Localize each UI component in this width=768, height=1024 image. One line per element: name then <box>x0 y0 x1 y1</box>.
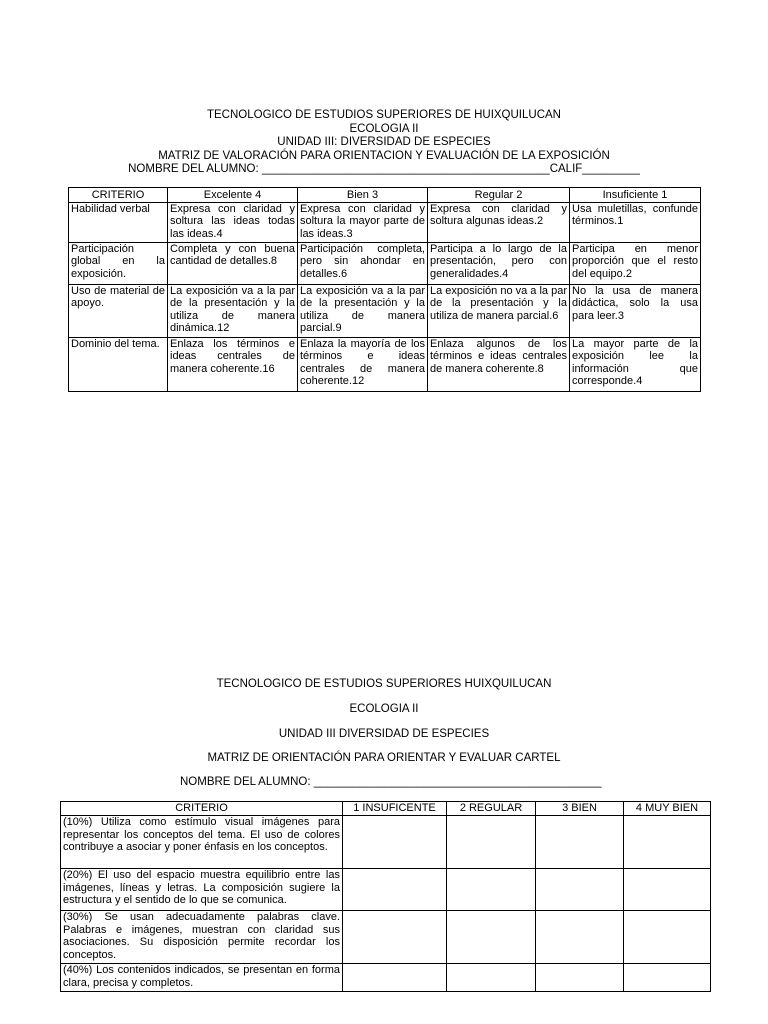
table-cell: La exposición va a la par de la presentación y la utiliza de manera dinámica.12 <box>168 284 298 337</box>
poster-rubric-table <box>60 801 711 992</box>
criterion-cell: Habilidad verbal <box>69 202 168 242</box>
header-cell: 1 INSUFICENTE <box>343 802 447 816</box>
table-cell: Expresa con claridad y soltura algunas ideas.2 <box>428 202 570 242</box>
criterion-cell: Uso de material de apoyo. <box>69 284 168 337</box>
header-cell: CRITERIO <box>61 802 343 816</box>
criterion-cell: Dominio del tema. <box>69 337 168 391</box>
table-cell: Enlaza la mayoría de los términos e ideas centrales de manera coherente.12 <box>298 337 428 391</box>
empty-score-cell <box>536 816 624 869</box>
empty-score-cell <box>624 964 711 992</box>
table-row <box>61 816 711 869</box>
empty-score-cell <box>447 964 536 992</box>
table-cell: Usa muletillas, confunde términos.1 <box>570 202 701 242</box>
header-cell: Bien 3 <box>298 188 428 203</box>
header-cell: Excelente 4 <box>168 188 298 203</box>
subject-name: ECOLOGIA II <box>349 122 419 135</box>
empty-score-cell <box>447 911 536 964</box>
table-cell: La exposición va a la par de la presentación y la utiliza de manera parcial.9 <box>298 284 428 337</box>
unit-title-2: UNIDAD III DIVERSIDAD DE ESPECIES <box>278 728 490 740</box>
header-cell: CRITERIO <box>69 188 168 203</box>
empty-score-cell <box>624 911 711 964</box>
table-cell: Enlaza los términos e ideas centrales de manera coherente.16 <box>168 337 298 391</box>
matrix-title-2: MATRIZ DE ORIENTACIÓN PARA ORIENTAR Y EVALUAR CARTEL <box>207 752 561 764</box>
table-cell: La exposición no va a la par de la presentación y la utiliza de manera parcial.6 <box>428 284 570 337</box>
empty-score-cell <box>447 869 536 911</box>
table-row <box>61 964 711 992</box>
table-row <box>61 911 711 964</box>
school-name-2: TECNOLOGICO DE ESTUDIOS SUPERIORES HUIXQUILUCAN <box>216 678 552 690</box>
table-header-row <box>69 188 701 203</box>
table-row <box>69 284 701 337</box>
unit-title: UNIDAD III: DIVERSIDAD DE ESPECIES <box>277 136 491 148</box>
header-cell: 2 REGULAR <box>447 802 536 816</box>
empty-score-cell <box>447 816 536 869</box>
criterion-cell: (10%) Utiliza como estímulo visual imágenes para representar los conceptos del tema. El uso de colores contribuye a asociar y poner énfasis en los conceptos. <box>61 816 343 869</box>
matrix-title: MATRIZ DE VALORACIÓN PARA ORIENTACION Y EVALUACIÓN DE LA EXPOSICIÓN <box>158 149 610 162</box>
table-cell: Enlaza algunos de los términos e ideas centrales de manera coherente.8 <box>428 337 570 391</box>
empty-score-cell <box>624 816 711 869</box>
empty-score-cell <box>343 816 447 869</box>
criterion-cell: (20%) El uso del espacio muestra equilibrio entre las imágenes, líneas y letras. La composición sugiere la estructura y el sentido de lo que se comunica. <box>61 869 343 911</box>
table-row <box>69 337 701 391</box>
table-row <box>61 869 711 911</box>
table-row <box>69 202 701 242</box>
header-cell: 4 MUY BIEN <box>624 802 711 816</box>
empty-score-cell <box>343 911 447 964</box>
table-header-row <box>61 802 711 816</box>
header-cell: 3 BIEN <box>536 802 624 816</box>
student-name-line: NOMBRE DEL ALUMNO: _____________________________________________CALIF_________ <box>128 163 640 175</box>
empty-score-cell <box>536 964 624 992</box>
table-cell: Expresa con claridad y soltura la mayor parte de las ideas.3 <box>298 202 428 242</box>
empty-score-cell <box>536 911 624 964</box>
empty-score-cell <box>343 964 447 992</box>
empty-score-cell <box>343 869 447 911</box>
subject-name-2: ECOLOGIA II <box>349 703 419 715</box>
student-name-line-2: NOMBRE DEL ALUMNO: _____________________________________________ <box>180 776 602 788</box>
table-cell: La mayor parte de la exposición lee la información que corresponde.4 <box>570 337 701 391</box>
table-cell: Participación completa, pero sin ahondar en detalles.6 <box>298 242 428 284</box>
header-cell: Regular 2 <box>428 188 570 203</box>
table-cell: Participa a lo largo de la presentación, pero con generalidades.4 <box>428 242 570 284</box>
empty-score-cell <box>536 869 624 911</box>
header-cell: Insuficiente 1 <box>570 188 701 203</box>
table-cell: Participa en menor proporción que el resto del equipo.2 <box>570 242 701 284</box>
table-cell: Completa y con buena cantidad de detalles.8 <box>168 242 298 284</box>
table-row <box>69 242 701 284</box>
exposition-rubric-table <box>68 187 701 392</box>
empty-score-cell <box>624 869 711 911</box>
criterion-cell: Participación global en la exposición. <box>69 242 168 284</box>
document-header-1 <box>60 109 708 177</box>
table-cell: No la usa de manera didáctica, solo la usa para leer.3 <box>570 284 701 337</box>
school-name: TECNOLOGICO DE ESTUDIOS SUPERIORES DE HUIXQUILUCAN <box>206 109 561 121</box>
criterion-cell: (40%) Los contenidos indicados, se presentan en forma clara, precisa y completos. <box>61 964 343 992</box>
criterion-cell: (30%) Se usan adecuadamente palabras clave. Palabras e imágenes, muestran con claridad sus asociaciones. Su disposición permite recordar los conceptos. <box>61 911 343 964</box>
table-cell: Expresa con claridad y soltura las ideas todas las ideas.4 <box>168 202 298 242</box>
